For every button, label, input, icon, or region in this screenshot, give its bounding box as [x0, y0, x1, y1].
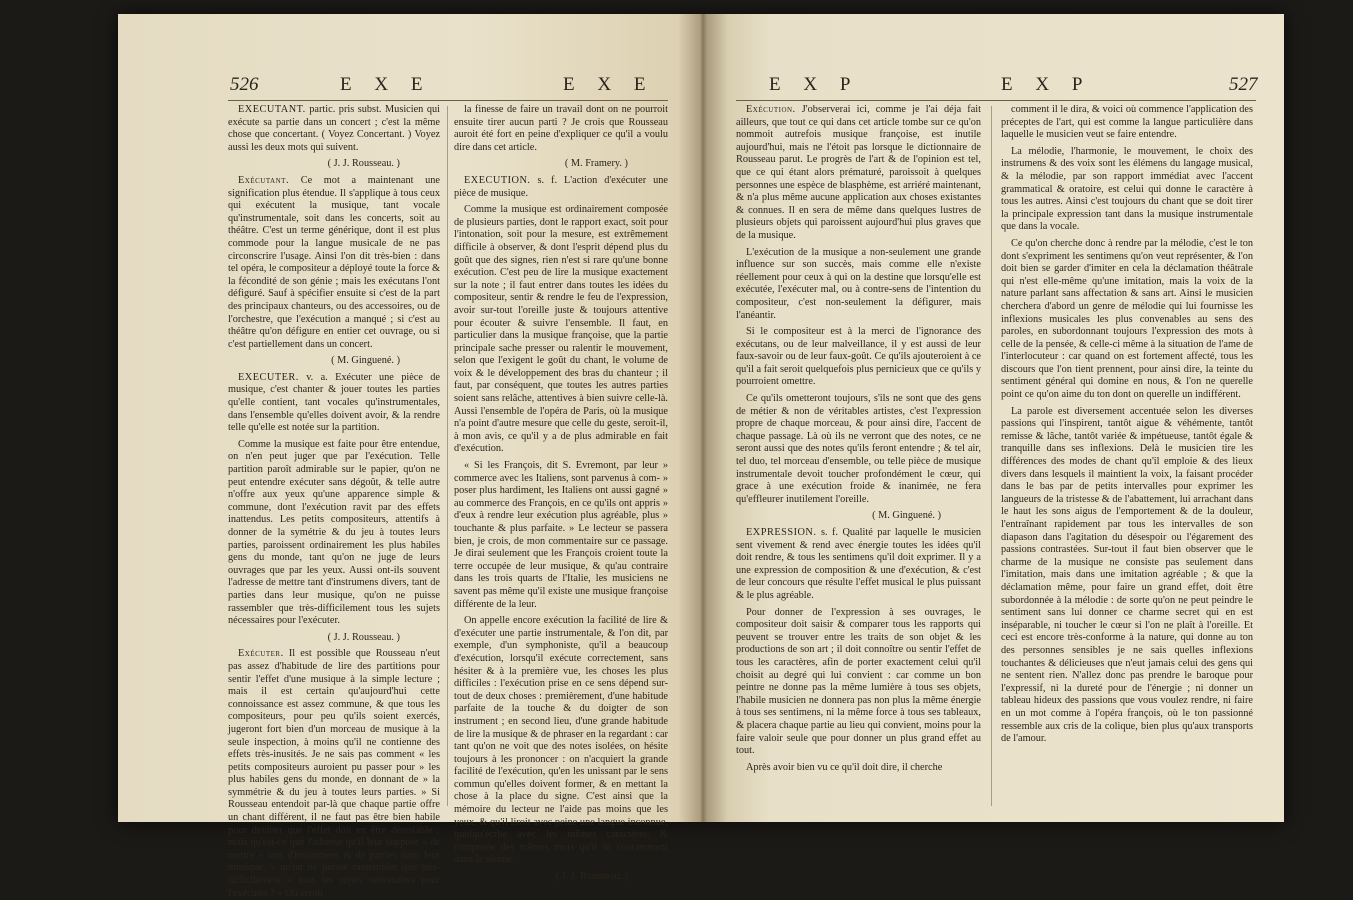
entry-headword: Exécutant. — [238, 174, 290, 186]
open-book — [118, 14, 1284, 899]
author-signature: ( J. J. Rousseau. ) — [327, 631, 400, 643]
article-paragraph — [454, 104, 668, 154]
entry-text: Il est possible que Rousseau n'eut pas assez d'habitude de lire des partitions pour sentir l'effet d'une musique à la simple lecture ; mais il est certain qu'aujourd'hui cette connoissance est assez commune, & que tous les compositeurs, pour peu qu'ils soient exercés, jugeront fort bien d'un morceau de musique à la seule inspection, à moins qu'il ne contienne des effets très-inusités. Je ne sais pas comment « les petits compositeurs auroient pu passer pour » les plus habiles gens du monde, en donnant de » la symmétrie & du jeu à toutes leurs parties. » Si Rousseau entendoit par-là que chaque partie offre un chant différent, il ne faut pas être bien habile pour deviner que l'effet doit en être détestable ; mais qu'est-ce que l'adresse qu'il leur suppose « de mettre » tant d'instrumens & de parties dans leur musique, » qu'on ne puisse rassembler que très-difficilement » tous les sujets nécessaires pour l'exécuter ? » Où seroit — [228, 648, 440, 899]
left-page — [118, 14, 701, 899]
entry-headword: EXECUTANT. — [238, 104, 306, 115]
article-paragraph — [1001, 146, 1253, 234]
running-head: E X P — [769, 74, 860, 95]
article-paragraph — [736, 607, 981, 758]
column-divider — [991, 106, 992, 806]
article-entry — [736, 527, 981, 603]
header-rule — [228, 100, 668, 101]
entry-text: Ce qu'on cherche donc à rendre par la mélodie, c'est le ton dont s'expriment les sentimens qu'on veut représenter, & l'on doit bien se garder d'imiter en cela la déclamation théâtrale qui n'est elle-même qu'une imitation, mais la voix de la nature parlant sans affectation & sans art. Ainsi le musicien cherchera d'abord un genre de mélodie qui lui fournisse les inflexions musicales les plus convenables au sens des paroles, en subordonnant toujours l'expression des mots à celle de la pensée, & celle-ci même à la situation de l'ame de l'interlocuteur : car quand on est fortement affecté, tous les discours que l'on tient prennent, pour ainsi dire, la teinte du sentiment général qui domine en nous, & l'on ne querelle point ce qu'on aime du ton dont on querelle un indifférent. — [1001, 237, 1253, 401]
article-paragraph — [736, 326, 981, 389]
header-rule — [736, 100, 1256, 101]
author-signature: ( M. Ginguené. ) — [331, 355, 400, 367]
text-column-2 — [454, 104, 668, 883]
article-entry — [736, 104, 981, 243]
running-head: E X E — [340, 74, 432, 95]
entry-text: la finesse de faire un travail dont on ne pourroit ensuite tirer aucun parti ? Je crois que Rousseau auroit été fort en peine d'expliquer ce qu'il a voulu dire dans cet article. — [454, 104, 668, 153]
text-column-2 — [1001, 104, 1253, 809]
entry-headword: EXECUTER. — [238, 371, 299, 383]
entry-headword: Exécution. — [746, 104, 796, 115]
article-paragraph — [1001, 406, 1253, 746]
article-paragraph — [1001, 104, 1253, 142]
column-divider — [447, 106, 448, 806]
entry-text: La parole est diversement accentuée selon les diverses passions qui l'inspirent, tantôt aigue & véhémente, tantôt remisse & lâche, tantôt variée & impétueuse, tantôt égale & tranquille dans ses inflexions. Delà le musicien tire les différences des modes de chant qu'il emploie & des lieux divers dans lesquels il maintient la voix, la faisant procéder dans le bas par de petits intervalles pour exprimer les langueurs de la tristesse & de l'abattement, lui arrachant dans le haut les sons aigus de l'emportement & de la douleur, l'entraînant rapidement par tous les intervalles de son diapason dans l'agitation du désespoir ou l'égarement des passions contrastées. Sur-tout il faut bien observer que le charme de la musique ne consiste pas seulement dans l'imitation, mais dans une imitation agréable ; & que la déclamation même, pour faire un grand effet, doit être subordonnée à la mélodie : de sorte qu'on ne peut peindre le sentiment sans lui donner ce charme secret qui en est inséparable, ni toucher le cœur si l'on ne plaît à l'oreille. Et ceci est encore très-conforme à la nature, qui donne au ton des personnes sensibles je ne sais quelles inflexions touchantes & délicieuses que n'eut jamais celui des gens qui ne sentent rien. N'allez donc pas prendre le baroque pour l'expressif, ni la dureté pour de l'énergie ; ni donner un tableau hideux des passions que vous voulez rendre, ni faire en un mot comme à l'opéra françois, où le ton passionné ressemble aux cris de la colique, bien plus qu'aux transports de l'amour. — [1001, 405, 1253, 745]
article-entry — [228, 372, 440, 435]
text-column-1 — [228, 104, 441, 899]
running-head: E X E — [563, 74, 655, 95]
entry-text: partic. pris subst. Musicien qui exécute sa partie dans un concert ; c'est la même chose que concertant. ( Voyez Concertant. ) Voyez aussi les deux mots qui suivent. — [228, 104, 441, 153]
article-paragraph — [1001, 238, 1253, 402]
entry-headword: Exécuter. — [238, 648, 284, 660]
article-entry — [454, 175, 668, 200]
article-entry — [228, 104, 440, 154]
entry-text: s. f. L'action d'exécuter une pièce de musique. — [454, 174, 668, 199]
page-number: 526 — [230, 74, 259, 95]
article-paragraph — [736, 247, 981, 323]
author-signature: ( J. J. Rousseau. ) — [327, 158, 400, 170]
article-paragraph — [736, 393, 981, 506]
entry-text: On appelle encore exécution la facilité de lire & d'exécuter une partie instrumentale, & l'on dit, par exemple, d'un symphoniste, qu'il a beaucoup d'exécution, lorsqu'il exécute correctement, sans hésiter & à la première vue, les choses les plus difficiles : l'exécution prise en ce sens dépend sur-tout de deux choses : premièrement, d'une habitude parfaite de la touche & du doigter de son instrument ; en second lieu, d'une grande habitude de lire la musique & de phraser en la regardant : car tant qu'on ne voit que des notes isolées, on hésite toujours à les prononcer : on n'acquiert la grande facilité de l'exécution, qu'en les unissant par le sens commun qu'elles doivent former, & en mettant la chose à la place du signe. C'est ainsi que la mémoire du lecteur ne l'aide pas moins que les yeux, & qu'il liroit avec peine une langue inconnue, quoiqu'écrite avec les mêmes caractères, & composée des mêmes mots qu'il lit couramment dans la sienne. — [454, 615, 668, 866]
entry-text: Comme la musique est ordinairement composée de plusieurs parties, dont le rapport exact, soit pour l'intonation, soit pour la mesure, est extrêmement difficile à observer, & dont l'esprit dépend plus du goût que des signes, rien n'est si rare qu'une bonne exécution. C'est peu de lire la musique exactement sur la note ; il faut entrer dans toutes les idées du compositeur, sentir & rendre le feu de l'expression, avoir sur-tout l'oreille juste & toujours attentive pour écouter & suivre l'ensemble. Il faut, en particulier dans la musique françoise, que la partie principale sache presser ou ralentir le mouvement, selon que l'exigent le goût du chant, le volume de voix & le développement des bras du chanteur ; il faut, par conséquent, que toutes les autres parties soient sans relâche, attentives à bien suivre celle-là. Aussi l'ensemble de l'opéra de Paris, où la musique n'a point d'autre mesure que celle du geste, seroit-il, à mon avis, ce qu'il y a de plus admirable en fait d'exécution. — [454, 204, 668, 455]
entry-text: Comme la musique est faite pour être entendue, on n'en peut juger que par l'exécution. Telle partition paroît admirable sur le papier, qu'on ne peut entendre exécuter sans dégoût, & telle autre n'offre aux yeux qu'une apparence simple & commune, dont l'exécution ravit par des effets inattendus. Les petits compositeurs, attentifs à donner de la symétrie & du jeu à toutes leurs parties, paroissent ordinairement les plus habiles gens du monde, tant qu'on ne juge de leurs ouvrages que par les yeux. Aussi ont-ils souvent l'adresse de mettre tant d'instrumens divers, tant de parties dans leur musique, qu'on ne puisse rassembler que très-difficilement tous les sujets nécessaires pour l'exécuter. — [228, 438, 440, 627]
entry-text: La mélodie, l'harmonie, le mouvement, le choix des instrumens & des voix sont les élémens du langage musical, & la mélodie, par son rapport immédiat avec l'accent grammatical & oratoire, est celui qui donne le caractère à tous les autres. Ainsi c'est toujours du chant que se doit tirer la principale expression tant dans la musique instrumentale que dans la vocale. — [1001, 145, 1253, 233]
entry-text: s. f. Qualité par laquelle le musicien sent vivement & rend avec énergie toutes les idées qu'il doit rendre, & tous les sentimens qu'il doit exprimer. Il y a une expression de composition & une d'exécution, & c'est de leur concours que résulte l'effet musical le plus puissant & le plus agréable. — [736, 527, 982, 601]
article-paragraph — [454, 615, 668, 867]
entry-text: comment il le dira, & voici où commence l'application des préceptes de l'art, qui est comme la langue particulière dans laquelle le musicien veut se faire entendre. — [1001, 104, 1253, 141]
entry-text: J'observerai ici, comme je l'ai déja fait ailleurs, que tout ce qui dans cet article tombe sur ce qu'on nommoit autrefois musique françoise, est inutile aujourd'hui, mais ne l'étoit pas lorsque le dictionnaire de Rousseau parut. Le progrès de l'art & de l'opinion est tel, que ce qui étant alors prématuré, paroissoit à quelques personnes une espèce de blasphème, est arriéré maintenant, & n'a plus même aucune application aux choses existantes & connues. Il en sera de même dans quelques lustres de plusieurs objets qui paroissent aujourd'hui plus graves que de la musique. — [736, 104, 982, 241]
running-head: E X P — [1001, 74, 1092, 95]
right-page — [701, 14, 1284, 822]
author-signature: ( M. Ginguené. ) — [872, 510, 941, 522]
entry-text: L'exécution de la musique a non-seulement une grande influence sur son succès, mais comme elle n'existe réellement pour ceux à qui on la destine que lorsqu'elle est exécutée, l'exécuter mal, ou à contre-sens de l'intention du compositeur, c'est non-seulement la défigurer, mais l'anéantir. — [736, 246, 981, 321]
page-number: 527 — [1229, 74, 1258, 95]
author-signature: ( J. J. Rousseau. ) — [555, 871, 628, 883]
entry-text: Si le compositeur est à la merci de l'ignorance des exécutans, ou de leur malveillance, il y est aussi de leur faux-savoir ou de leur faux-goût. Ce qu'ils ajouteroient à ce qu'il a fait seroit quelquefois plus pernicieux que ce qu'ils y pourroient omettre. — [736, 326, 981, 388]
entry-text: Ce qu'ils ometteront toujours, s'ils ne sont que des gens de métier & non de véritables artistes, c'est l'expression propre de chaque morceau, & pour ainsi dire, l'accent de chaque passage. Là où ils ne verront que des notes, ce ne seront aussi que des notes qu'ils feront entendre ; & tel air, tel duo, tel morceau d'ensemble, ou telle pièce de musique instrumentale devoit toucher profondément le cœur, qui grace à une exécution froide & inanimée, ne fera qu'effleurer inutilement l'oreille. — [736, 393, 981, 505]
entry-text: Après avoir bien vu ce qu'il doit dire, il cherche — [746, 761, 943, 773]
article-paragraph — [454, 460, 668, 611]
article-entry — [228, 175, 440, 351]
entry-text: Pour donner de l'expression à ses ouvrages, le compositeur doit saisir & comparer tous les rapports qui peuvent se trouver entre les traits de son objet & les productions de son art ; il doit connoître ou sentir l'effet de tous les caractères, afin de porter exactement celui qu'il choisit au degré qui lui convient : car comme un bon peintre ne donne pas la même lumière à tous ses objets, l'habile musicien ne donnera pas non plus la même énergie à tous ses sentimens, ni la même force à tous ses tableaux, & placera chaque partie au lieu qui convient, moins pour la faire valoir seule que pour donner un plus grand effet au tout. — [736, 606, 981, 757]
article-paragraph — [736, 762, 981, 775]
article-entry — [228, 648, 440, 900]
entry-text: Ce mot a maintenant une signification plus étendue. Il s'applique à tous ceux qui exécutent la musique, tant vocale qu'instrumentale, soit dans les concerts, soit au théâtre. C'est un terme générique, dont il est plus commode pour la langue musicale de ne pas circonscrire l'usage. Ainsi l'on dit très-bien : dans tel opéra, le compositeur a déployé toute la force & la fécondité de son génie ; mais les exécutans l'ont défiguré. Sauf à spécifier ensuite si c'est de la part des principaux chanteurs, ou des accessoires, ou de l'orchestre, que l'exécution a manqué ; si c'est au théâtre qu'on défigure en entier cet ouvrage, ou si c'est partiellement dans un concert. — [228, 174, 440, 350]
entry-text: v. a. Exécuter une pièce de musique, c'est chanter & jouer toutes les parties qu'elle contient, tant vocales qu'instrumentales, dans l'ensemble qu'elles doivent avoir, & la rendre telle qu'elle est notée sur la partition. — [228, 371, 440, 434]
entry-text: « Si les François, dit S. Evremont, par leur » commerce avec les Italiens, sont parvenus à com- » poser plus hardiment, les Italiens ont aussi gagné » au commerce des François, en ce qu'ils ont appris » d'eux à rendre leur exécution plus agréable, plus » touchante & plus parfaite. » Le lecteur se passera bien, je crois, de mon commentaire sur ce passage. Je dirai seulement que les François croient toute la terre occupée de leur musique, & qu'au contraire dans les trois quarts de l'Italie, les musiciens ne savent pas même qu'il existe une musique françoise différente de la leur. — [454, 460, 668, 610]
entry-headword: EXPRESSION. — [746, 527, 817, 538]
entry-headword: EXECUTION. — [464, 174, 531, 186]
article-paragraph — [228, 439, 440, 628]
article-paragraph — [454, 204, 668, 456]
text-column-1 — [736, 104, 981, 809]
author-signature: ( M. Framery. ) — [564, 158, 628, 170]
